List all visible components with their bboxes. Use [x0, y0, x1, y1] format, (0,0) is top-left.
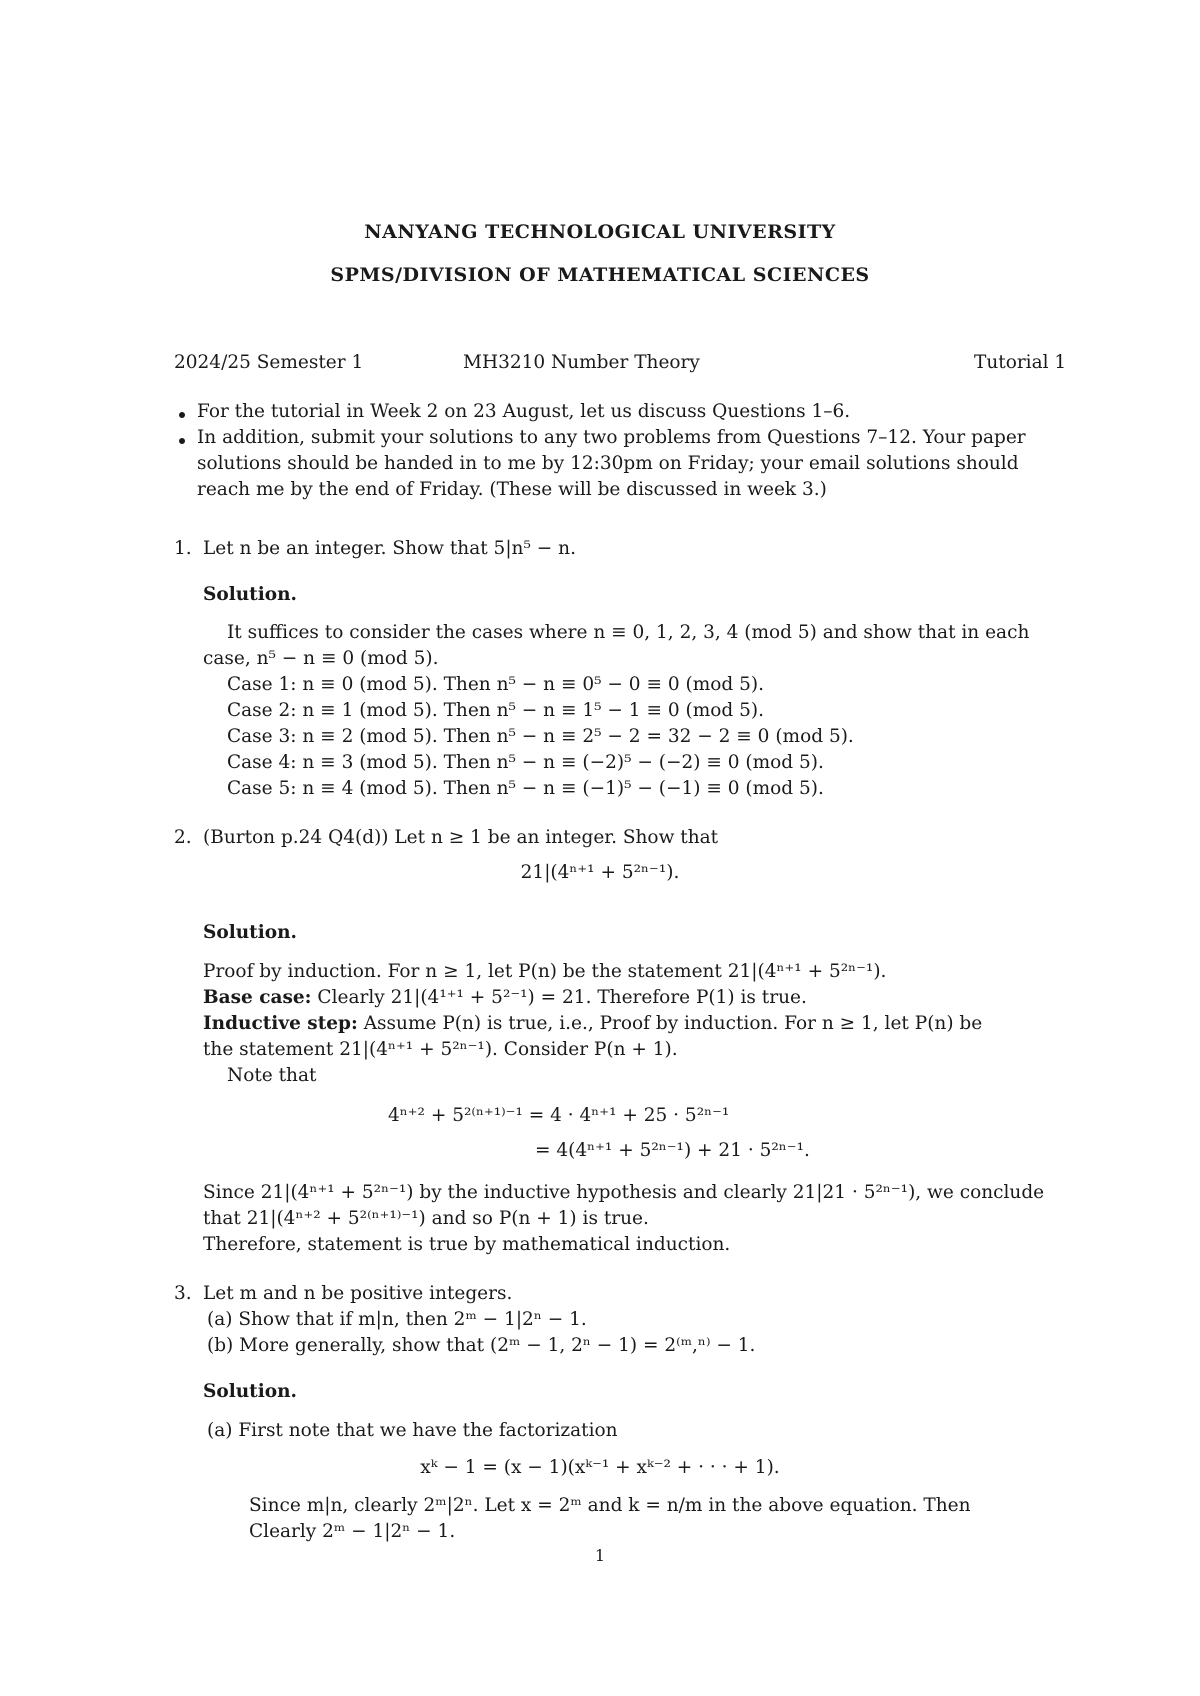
q1-case-2: Case 2: n ≡ 1 (mod 5). Then n⁵ − n ≡ 1⁵ − 1 ≡ 0 (mod 5).	[227, 700, 764, 721]
inductive-step-label: Inductive step:	[203, 1013, 358, 1034]
base-case-text: Clearly 21|(4¹⁺¹ + 5²⁻¹) = 21. Therefore P(1) is true.	[317, 987, 807, 1008]
question-2-number: 2.	[174, 827, 192, 848]
q1-case-1: Case 1: n ≡ 0 (mod 5). Then n⁵ − n ≡ 0⁵ − 0 ≡ 0 (mod 5).	[227, 674, 764, 695]
question-1-statement: Let n be an integer. Show that 5|n⁵ − n.	[203, 538, 576, 559]
q2-solution-line-1: Proof by induction. For n ≥ 1, let P(n) be the statement 21|(4ⁿ⁺¹ + 5²ⁿ⁻¹).	[203, 961, 887, 982]
q3-solution-a-line-3: Clearly 2ᵐ − 1|2ⁿ − 1.	[249, 1521, 456, 1542]
solution-label: Solution.	[203, 584, 297, 605]
instruction-2-line-1: In addition, submit your solutions to any two problems from Questions 7–12. Your paper	[197, 427, 1026, 448]
instruction-1: For the tutorial in Week 2 on 23 August, let us discuss Questions 1–6.	[197, 401, 851, 422]
base-case-label: Base case:	[203, 987, 312, 1008]
bullet-icon	[179, 412, 185, 418]
course-label: MH3210 Number Theory	[463, 352, 700, 373]
q2-since-line-2: that 21|(4ⁿ⁺² + 5²⁽ⁿ⁺¹⁾⁻¹) and so P(n + 1) is true.	[203, 1208, 649, 1229]
semester-label: 2024/25 Semester 1	[174, 352, 364, 373]
q2-inductive-line-2: the statement 21|(4ⁿ⁺¹ + 5²ⁿ⁻¹). Consider P(n + 1).	[203, 1039, 678, 1060]
q3-solution-a-line-1: (a) First note that we have the factorization	[207, 1420, 618, 1441]
q3-solution-a-line-2: Since m|n, clearly 2ᵐ|2ⁿ. Let x = 2ᵐ and k = n/m in the above equation. Then	[249, 1495, 971, 1516]
question-3-part-b: (b) More generally, show that (2ᵐ − 1, 2ⁿ − 1) = 2⁽ᵐ,ⁿ⁾ − 1.	[207, 1335, 756, 1356]
institution-title: NANYANG TECHNOLOGICAL UNIVERSITY	[364, 221, 836, 243]
q1-case-5: Case 5: n ≡ 4 (mod 5). Then n⁵ − n ≡ (−1)⁵ − (−1) ≡ 0 (mod 5).	[227, 778, 824, 799]
division-title: SPMS/DIVISION OF MATHEMATICAL SCIENCES	[330, 264, 870, 286]
tutorial-label: Tutorial 1	[974, 352, 1067, 373]
question-1-number: 1.	[174, 538, 192, 559]
page-number: 1	[594, 1546, 606, 1565]
q1-case-4: Case 4: n ≡ 3 (mod 5). Then n⁵ − n ≡ (−2)⁵ − (−2) ≡ 0 (mod 5).	[227, 752, 824, 773]
bullet-icon	[179, 438, 185, 444]
q1-solution-line-2: case, n⁵ − n ≡ 0 (mod 5).	[203, 648, 439, 669]
question-3-part-a: (a) Show that if m|n, then 2ᵐ − 1|2ⁿ − 1.	[207, 1309, 587, 1330]
q3-factorization-equation: xᵏ − 1 = (x − 1)(xᵏ⁻¹ + xᵏ⁻² + · · · + 1).	[420, 1457, 780, 1478]
solution-label: Solution.	[203, 1381, 297, 1402]
question-2-statement: (Burton p.24 Q4(d)) Let n ≥ 1 be an integer. Show that	[203, 827, 719, 848]
q2-equation-line-1: 4ⁿ⁺² + 5²⁽ⁿ⁺¹⁾⁻¹ = 4 · 4ⁿ⁺¹ + 25 · 5²ⁿ⁻¹	[388, 1105, 730, 1126]
question-2-display-equation: 21|(4ⁿ⁺¹ + 5²ⁿ⁻¹).	[520, 862, 680, 883]
q2-since-line-1: Since 21|(4ⁿ⁺¹ + 5²ⁿ⁻¹) by the inductive hypothesis and clearly 21|21 · 5²ⁿ⁻¹), we conclude	[203, 1182, 1045, 1203]
q2-conclusion: Therefore, statement is true by mathematical induction.	[203, 1234, 731, 1255]
question-3-statement: Let m and n be positive integers.	[203, 1283, 513, 1304]
solution-label: Solution.	[203, 922, 297, 943]
instruction-2-line-2: solutions should be handed in to me by 12:30pm on Friday; your email solutions should	[197, 453, 1019, 474]
q1-solution-line-1: It suffices to consider the cases where n ≡ 0, 1, 2, 3, 4 (mod 5) and show that in each	[227, 622, 1030, 643]
q2-inductive-step	[203, 1011, 982, 1037]
q2-note: Note that	[227, 1065, 317, 1086]
q2-base-case	[203, 985, 807, 1011]
q1-case-3: Case 3: n ≡ 2 (mod 5). Then n⁵ − n ≡ 2⁵ − 2 = 32 − 2 ≡ 0 (mod 5).	[227, 726, 854, 747]
instruction-2-line-3: reach me by the end of Friday. (These will be discussed in week 3.)	[197, 479, 827, 500]
inductive-step-text: Assume P(n) is true, i.e., Proof by induction. For n ≥ 1, let P(n) be	[363, 1013, 983, 1034]
q2-equation-line-2: = 4(4ⁿ⁺¹ + 5²ⁿ⁻¹) + 21 · 5²ⁿ⁻¹.	[535, 1140, 810, 1161]
question-3-number: 3.	[174, 1283, 192, 1304]
